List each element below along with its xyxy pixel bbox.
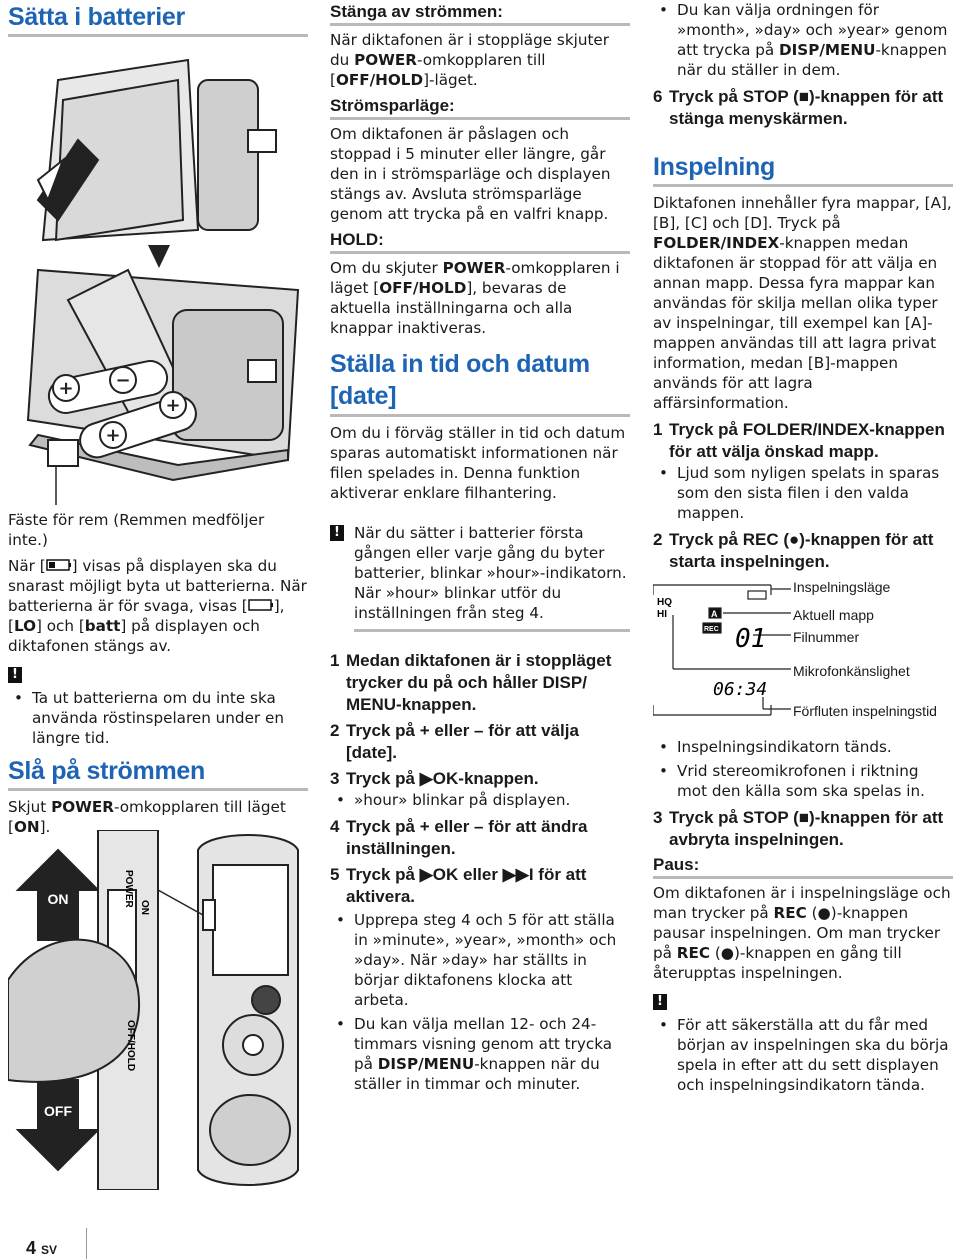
step-number: 6: [653, 87, 663, 106]
disp-menu-button-name: DISP/MENU: [377, 1055, 475, 1073]
step-text: Tryck på STOP (■)-knappen för att avbryta inspelningen.: [669, 808, 944, 849]
page-number-value: 4: [26, 1238, 37, 1258]
on-arrow-label: ON: [47, 891, 69, 907]
svg-text:+: +: [105, 425, 121, 446]
text-fragment: ], [: [8, 597, 285, 635]
step-number: 5: [330, 865, 340, 884]
steps-time-date: [330, 650, 630, 1094]
section-title-power-on: Slå på strömmen: [8, 756, 308, 791]
label-file-number: Filnummer: [793, 629, 860, 645]
battery-warning-text: [8, 556, 308, 656]
heading-power-off: Stänga av strömmen:: [330, 2, 630, 26]
label-elapsed-time: Förfluten inspelningstid: [793, 703, 937, 719]
list-item: • »hour» blinkar på displayen.: [330, 790, 630, 810]
battery-illustration: [8, 40, 308, 510]
step-3: [330, 768, 630, 790]
rec-step-2: [653, 529, 953, 573]
column-left: [8, 0, 308, 1119]
recording-intro-text: [653, 193, 953, 413]
text-fragment: ], bevaras de aktuella inställningarna och alla knappar inaktiveras.: [330, 279, 573, 337]
list-item: • Ta ut batterierna om du inte ska använda röstinspelaren under en längre tid.: [8, 688, 308, 748]
svg-text:+: +: [165, 395, 181, 416]
offhold-switch-label: OFF/HOLD: [125, 1020, 136, 1072]
list-item: [330, 1014, 630, 1094]
heading-hold: HOLD:: [330, 230, 630, 254]
text-fragment: ]-läget.: [423, 71, 478, 89]
text-fragment: (●)-knappen pausar inspelningen. Om man trycker på: [653, 904, 941, 962]
note-block: [330, 523, 630, 632]
power-switch-illustration: [8, 830, 308, 1190]
step-6: [653, 86, 953, 130]
strap-caption: Fäste för rem (Remmen medföljer inte.): [8, 511, 265, 549]
text-fragment: ] visas på displayen ska du snarast möjligt byta ut batterierna. När batterierna är för svaga, visas [: [8, 557, 307, 615]
rec-button-name: REC: [676, 944, 710, 962]
title-line: Ställa in tid och datum: [330, 350, 590, 378]
note-block: [8, 664, 308, 748]
lo-indicator: LO: [13, 617, 36, 635]
list-item: • Inspelningsindikatorn tänds.: [653, 737, 953, 757]
battery-low-icon: [46, 559, 72, 571]
power-switch-name: POWER: [442, 259, 506, 277]
step-text: Tryck på + eller – för att välja [date].: [346, 721, 579, 762]
hold-text: [330, 258, 630, 338]
step-text: Tryck på ▶OK-knappen.: [346, 769, 539, 788]
caution-icon: !: [8, 667, 22, 683]
list-item: • För att säkerställa att du får med början av inspelningen ska du börja spela in efter att du sett displayen och inspelningsindikatorn tända.: [653, 1015, 953, 1095]
step-number: 3: [330, 769, 340, 788]
time-date-text: Om du i förväg ställer in tid och datum sparas automatiskt informationen när filen spelades in. Denna funktion aktiverar enklare filhantering.: [330, 424, 626, 502]
list-item: • Vrid stereomikrofonen i riktning mot den källa som ska spelas in.: [653, 761, 953, 801]
step-number: 2: [653, 530, 663, 549]
text-fragment: -knappen när du ställer in dem.: [677, 41, 947, 79]
step-text: Medan diktafonen är i stoppläget trycker du på och håller DISP/ MENU-knappen.: [346, 651, 612, 714]
text-fragment: När diktafonen är i stoppläge skjuter du: [330, 31, 610, 69]
footer-divider: [86, 1228, 87, 1259]
lcd-file-number: 01: [735, 624, 767, 654]
column-middle: [330, 0, 630, 1094]
step-1: [330, 650, 630, 716]
batt-indicator: batt: [84, 617, 121, 635]
power-switch-name: POWER: [354, 51, 417, 69]
step-number: 4: [330, 817, 340, 836]
disp-menu-button-name: DISP/MENU: [779, 41, 876, 59]
on-switch-label: ON: [139, 900, 150, 915]
power-switch-name: POWER: [51, 798, 114, 816]
pause-text: [653, 883, 953, 983]
text-fragment: Skjut: [8, 798, 52, 816]
step-5: [330, 864, 630, 908]
note-text: När du sätter i batterier första gången eller varje gång du byter batterier, blinkar »hour»-indikatorn. När »hour» blinkar utför du inställningen från steg 4.: [354, 523, 630, 632]
list-item: • Ljud som nyligen spelats in sparas som den sista filen i den valda mappen.: [653, 463, 953, 523]
step-2: [330, 720, 630, 764]
step-text: Tryck på ▶OK eller ▶▶I för att aktivera.: [346, 865, 587, 906]
offhold-label: OFF/HOLD: [335, 71, 424, 89]
text-fragment: ] på displayen och diktafonen stängs av.: [8, 617, 260, 655]
language-code: SV: [41, 1243, 58, 1257]
svg-text:+: +: [58, 378, 74, 399]
label-mic-sensitivity: Mikrofonkänslighet: [793, 663, 910, 679]
text-fragment: (●)-knappen en gång till återupptas inspelningen.: [653, 944, 902, 982]
text-fragment: -omkopplaren till [: [330, 51, 546, 89]
caution-icon: !: [653, 994, 667, 1010]
power-off-text: [330, 30, 630, 90]
list-item: [653, 0, 953, 80]
on-label: ON: [13, 818, 40, 836]
label-recording-mode: Inspelningsläge: [793, 579, 891, 595]
step-text: Tryck på FOLDER/INDEX-knappen för att välja önskad mapp.: [669, 420, 945, 461]
step-text: Tryck på STOP (■)-knappen för att stänga menyskärmen.: [669, 87, 944, 128]
offhold-label: OFF/HOLD: [379, 279, 467, 297]
column-right: [653, 0, 953, 1095]
step-text: Tryck på REC (●)-knappen för att starta inspelningen.: [669, 530, 934, 571]
lcd-hi: HI: [657, 609, 667, 620]
text-fragment: -omkopplaren i läget [: [330, 259, 620, 297]
lcd-hq: HQ: [657, 597, 672, 608]
text-fragment: Om diktafonen är i inspelningsläge och man trycker på: [653, 884, 951, 922]
text-fragment: -omkopplaren till läget [: [8, 798, 286, 836]
text-fragment: Du kan välja mellan 12- och 24-timmars visning genom att trycka på: [354, 1015, 613, 1073]
svg-text:−: −: [115, 370, 131, 391]
text-fragment: ] och [: [35, 617, 85, 635]
label-current-folder: Aktuell mapp: [793, 607, 874, 623]
power-switch-label: POWER: [123, 870, 134, 908]
text-fragment: -knappen medan diktafonen är stoppad för att välja en annan mapp. Dessa fyra mappar kan användas för skilja mellan olika typer av inspelningar, till exempel kan [A]-mappen användas till att lagra privat information, medan [B]-mappen används för att lagra affärsinformation.: [653, 234, 938, 412]
text-fragment: När [: [8, 557, 46, 575]
lcd-diagram: [653, 577, 953, 737]
section-title-recording: Inspelning: [653, 152, 953, 187]
step-4: [330, 816, 630, 860]
lcd-rec: REC: [704, 626, 719, 633]
power-save-text: Om diktafonen är påslagen och stoppad i 5 minuter eller längre, går den in i strömsparläge och displayen stängs av. Avsluta strömsparläge genom att trycka på en valfri knapp.: [330, 125, 611, 223]
section-title-time-date: [330, 348, 630, 417]
text-fragment: Du kan välja ordningen för »month», »day» och »year» genom att trycka på: [677, 1, 948, 59]
battery-empty-icon: [248, 599, 274, 611]
step-text: Tryck på + eller – för att ändra inställningen.: [346, 817, 588, 858]
lcd-folder-a: A: [711, 609, 718, 619]
text-fragment: Diktafonen innehåller fyra mappar, [A], [B], [C] och [D]. Tryck på: [653, 194, 952, 232]
rec-step-1: [653, 419, 953, 463]
heading-pause: Paus:: [653, 855, 953, 879]
text-fragment: -knappen när du ställer in timmar och minuter.: [354, 1055, 600, 1093]
section-title-batteries: Sätta i batterier: [8, 2, 308, 37]
heading-power-save: Strömsparläge:: [330, 96, 630, 120]
text-fragment: Om du skjuter: [330, 259, 443, 277]
folder-index-button-name: FOLDER/INDEX: [653, 234, 780, 252]
page-number: [26, 1238, 57, 1260]
rec-button-name: REC: [773, 904, 807, 922]
lcd-elapsed-time: 06:34: [713, 679, 768, 700]
note-block: [653, 991, 953, 1095]
caution-icon: !: [330, 525, 344, 541]
off-arrow-label: OFF: [44, 1103, 72, 1119]
step-number: 3: [653, 808, 663, 827]
list-item: • Upprepa steg 4 och 5 för att ställa in »minute», »year», »month» och »day». När »day» har ställts in börjar diktafonens klocka att arbeta.: [330, 910, 630, 1010]
step-number: 1: [330, 651, 340, 670]
step-number: 2: [330, 721, 340, 740]
text-fragment: ].: [39, 818, 51, 836]
step-number: 1: [653, 420, 663, 439]
title-line: [date]: [330, 382, 397, 410]
rec-step-3: [653, 807, 953, 851]
